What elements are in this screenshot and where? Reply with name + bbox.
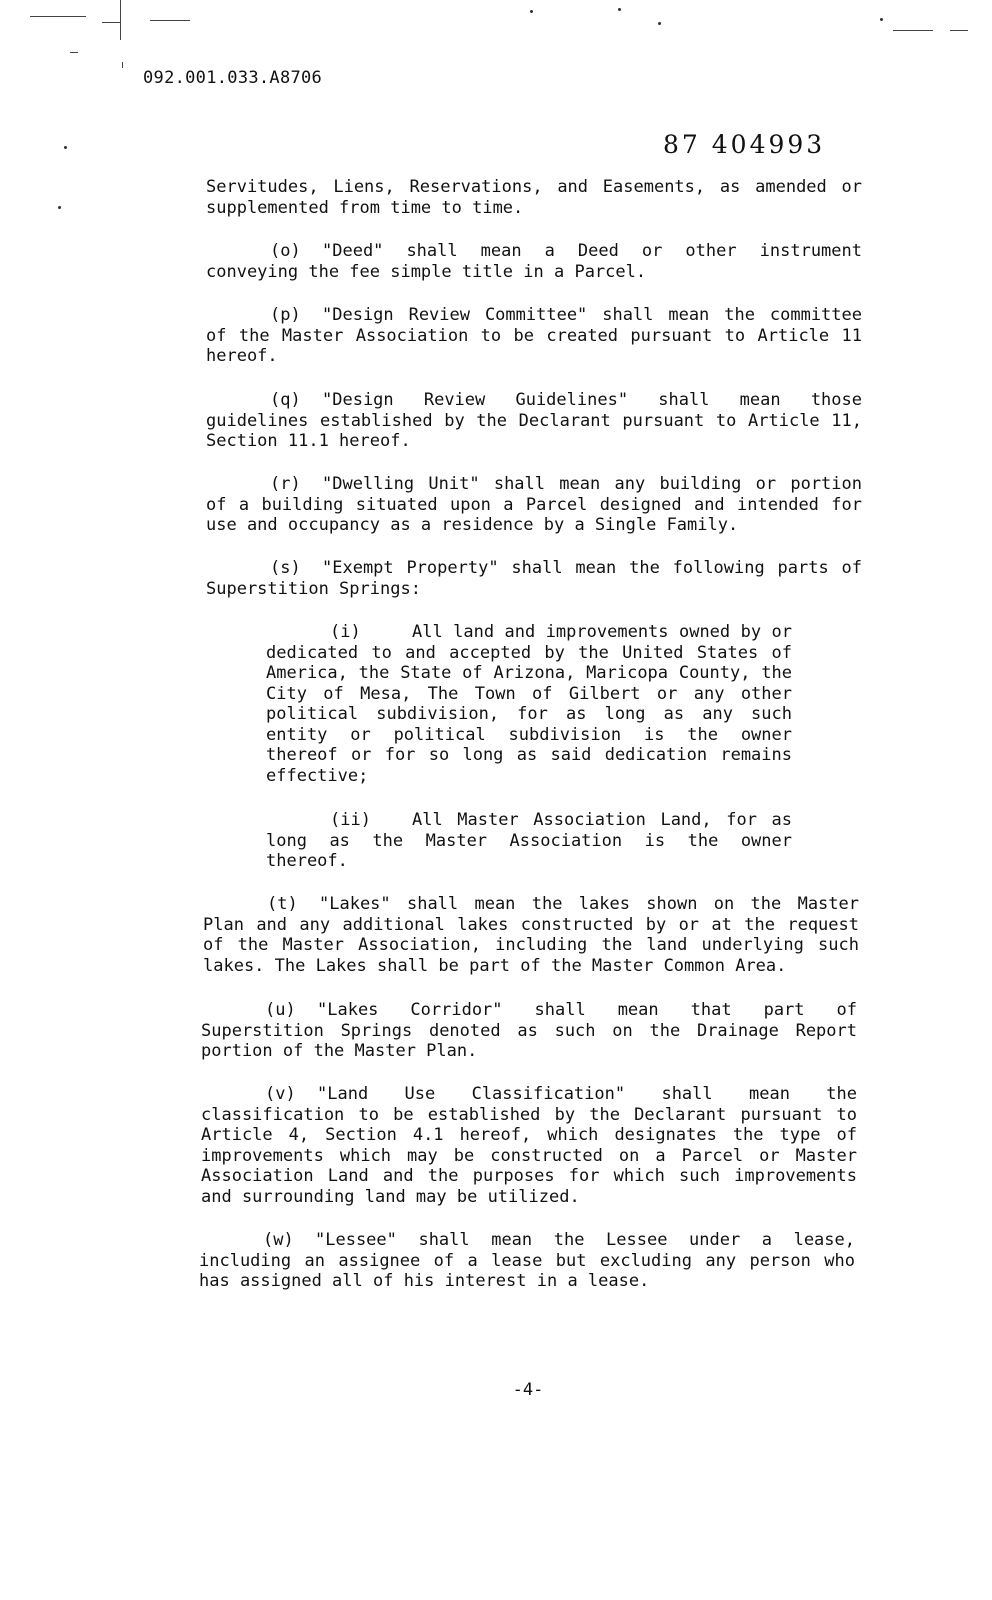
paragraph-text: "Exempt Property" shall mean the following parts of Superstition Springs:: [206, 558, 862, 599]
scan-artifact: [58, 206, 61, 209]
paragraph-text: "Design Review Committee" shall mean the committee of the Master Association to be created pursuant to Article 11 hereof.: [206, 305, 862, 366]
paragraph-text: "Land Use Classification" shall mean the classification to be established by the Declarant pursuant to Article 4, Section 4.1 hereof, which designates the type of improvements which may be constructed on a Parcel or Master Association Land and the purposes for which such improvements and surrounding land may be utilized.: [201, 1084, 857, 1207]
paragraph-label: (s): [270, 558, 301, 578]
scan-artifact: [530, 10, 533, 13]
scan-artifact: [880, 18, 883, 21]
paragraph-text: "Lakes" shall mean the lakes shown on the Master Plan and any additional lakes constructed by or at the request of the Master Association, including the land underlying such lakes. The Lakes shall be part of the Master Common Area.: [203, 894, 859, 976]
subparagraph-s-ii: [266, 810, 792, 872]
scan-artifact: [658, 22, 661, 25]
paragraph-o: [206, 241, 862, 282]
paragraph-text: "Lessee" shall mean the Lessee under a lease, including an assignee of a lease but excluding any person who has assigned all of his interest in a lease.: [199, 1230, 855, 1291]
scan-artifact: [102, 22, 120, 23]
paragraph-r: [206, 474, 862, 536]
paragraph-text: "Design Review Guidelines" shall mean those guidelines established by the Declarant pursuant to Article 11, Section 11.1 hereof.: [206, 390, 862, 451]
page-number: -4-: [512, 1380, 544, 1400]
paragraph-p: [206, 305, 862, 367]
paragraph-text: All Master Association Land, for as long as the Master Association is the owner thereof.: [266, 810, 792, 871]
paragraph-u: [201, 1000, 857, 1062]
scan-artifact: [30, 16, 86, 17]
paragraph-continuation: [206, 177, 862, 218]
scan-artifact: [150, 20, 190, 21]
paragraph-q: [206, 390, 862, 452]
paragraph-t: [203, 894, 859, 976]
recording-number: 87 404993: [663, 130, 826, 159]
paragraph-label: (o): [270, 241, 301, 261]
paragraph-label: (u): [265, 1000, 296, 1020]
scan-artifact: [618, 8, 621, 11]
paragraph-text: "Dwelling Unit" shall mean any building or portion of a building situated upon a Parcel designed and intended for use and occupancy as a residence by a Single Family.: [206, 474, 862, 535]
paragraph-text: "Lakes Corridor" shall mean that part of Superstition Springs denoted as such on the Drainage Report portion of the Master Plan.: [201, 1000, 857, 1061]
document-id: 092.001.033.A8706: [143, 68, 323, 88]
scan-artifact: [893, 30, 933, 31]
paragraph-label: (r): [270, 474, 301, 494]
scan-artifact: [64, 146, 67, 149]
paragraph-label: (p): [270, 305, 301, 325]
paragraph-label: (q): [270, 390, 301, 410]
paragraph-v: [201, 1084, 857, 1207]
paragraph-w: [199, 1230, 855, 1292]
scan-artifact: [122, 62, 123, 68]
scan-artifact: [120, 0, 121, 40]
paragraph-label: (w): [263, 1230, 294, 1250]
paragraph-s: [206, 558, 862, 599]
paragraph-text: All land and improvements owned by or dedicated to and accepted by the United States of America, the State of Arizona, Maricopa County, the City of Mesa, The Town of Gilbert or any other political subdivision, for as long as any such entity or political subdivision is the owner thereof or for so long as said dedication remains effective;: [266, 622, 792, 786]
paragraph-label: (v): [265, 1084, 296, 1104]
paragraph-label: (t): [267, 894, 298, 914]
paragraph-text: Servitudes, Liens, Reservations, and Easements, as amended or supplemented from time to time.: [206, 177, 862, 218]
paragraph-label: (i): [330, 622, 361, 642]
paragraph-label: (ii): [330, 810, 371, 830]
paragraph-text: "Deed" shall mean a Deed or other instrument conveying the fee simple title in a Parcel.: [206, 241, 862, 282]
subparagraph-s-i: [266, 622, 792, 786]
scan-artifact: [70, 52, 78, 53]
scan-artifact: [950, 30, 968, 31]
